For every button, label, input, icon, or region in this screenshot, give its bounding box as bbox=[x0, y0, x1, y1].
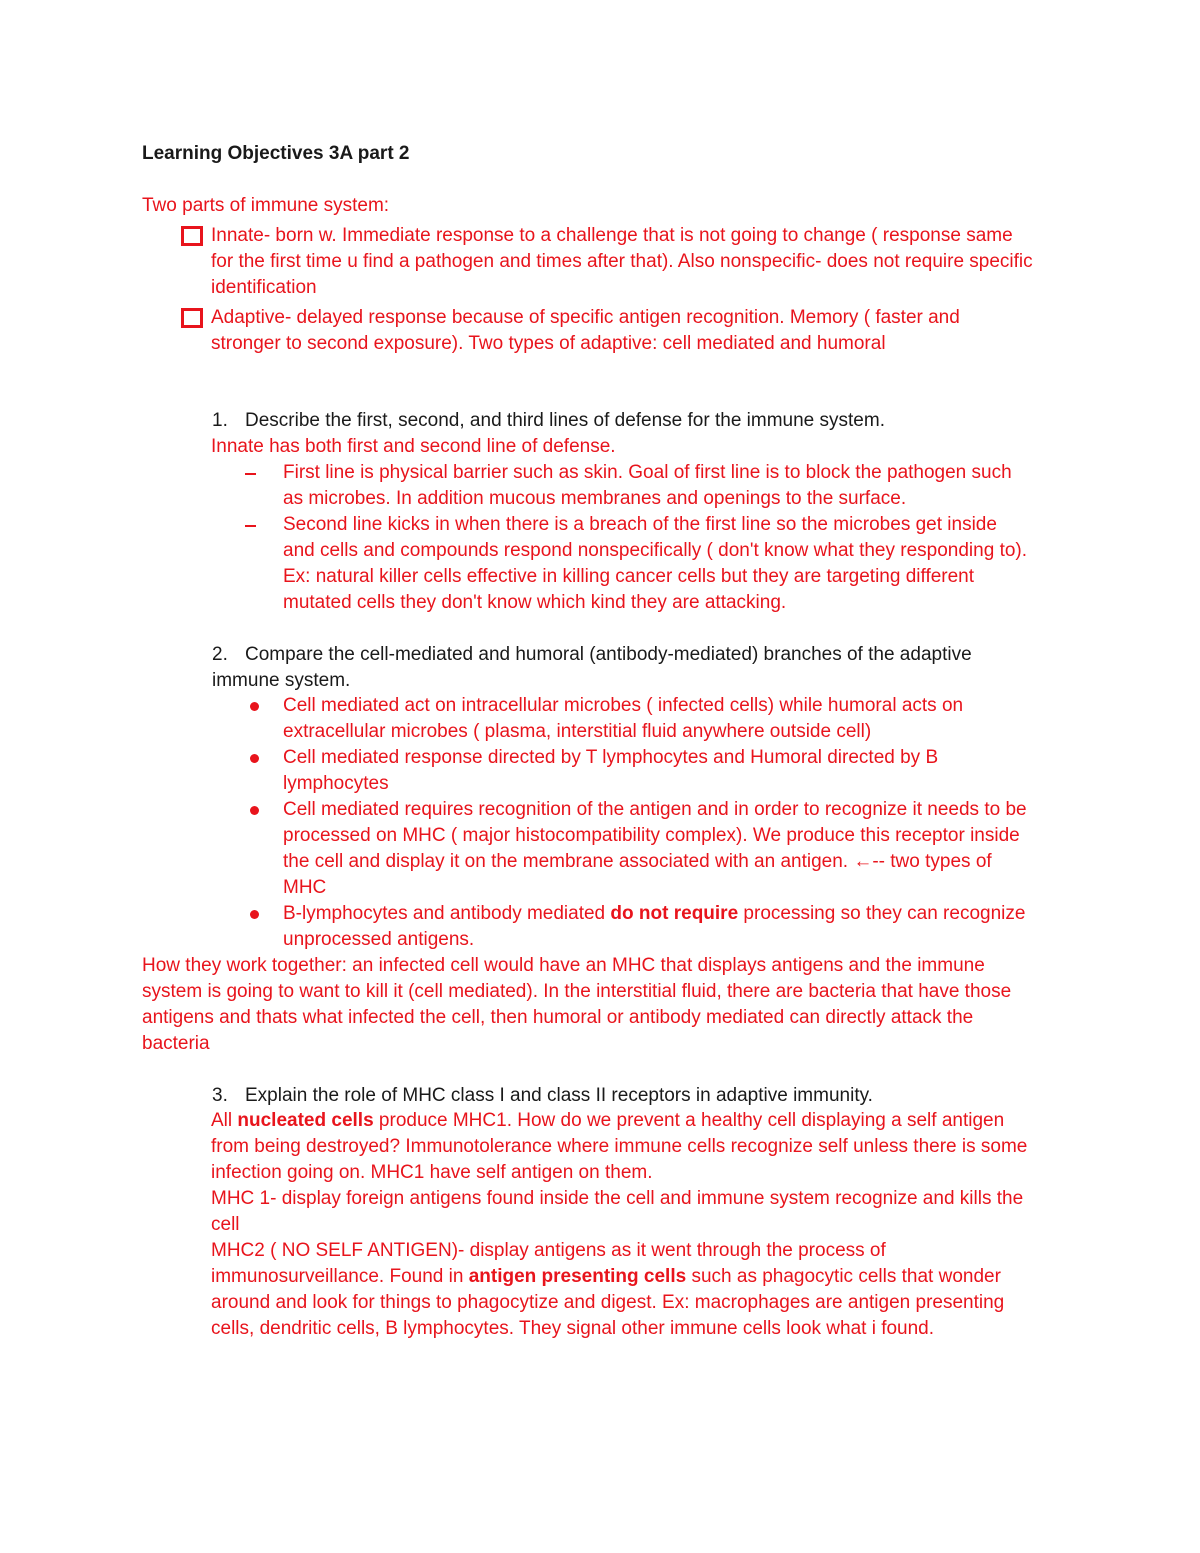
q3-answer-line: from being destroyed? Immunotolerance where immune cells recognize self unless there is some bbox=[211, 1136, 1028, 1157]
bullet-text: B-lymphocytes and antibody mediated bbox=[283, 903, 611, 924]
together-paragraph-line: How they work together: an infected cell would have an MHC that displays antigens and the immune bbox=[142, 955, 985, 976]
checklist-innate-line: Innate- born w. Immediate response to a challenge that is not going to change ( response same bbox=[211, 225, 1013, 246]
q2-bullet-line: Cell mediated requires recognition of the antigen and in order to recognize it needs to be bbox=[283, 799, 1027, 820]
q2-bullet-line: unprocessed antigens. bbox=[283, 929, 475, 950]
q1-number: 1. bbox=[212, 410, 228, 431]
checklist-innate-line: for the first time u find a pathogen and times after that). Also nonspecific- does not require specific bbox=[211, 251, 1033, 272]
together-paragraph-line: system is going to want to kill it (cell mediated). In the interstitial fluid, there are bacteria that have those bbox=[142, 981, 1012, 1002]
document-title: Learning Objectives 3A part 2 bbox=[142, 143, 410, 164]
intro-text: Two parts of immune system: bbox=[142, 195, 390, 216]
dash-bullet-icon bbox=[245, 525, 256, 527]
bullet-text: processing so they can recognize bbox=[738, 903, 1026, 924]
dash-bullet-icon bbox=[245, 473, 256, 475]
q3-answer-line: cell bbox=[211, 1214, 240, 1235]
q2-bullet-line: Cell mediated act on intracellular microbes ( infected cells) while humoral acts on bbox=[283, 695, 964, 716]
together-paragraph-line: bacteria bbox=[142, 1033, 210, 1054]
q1-dash-line: and cells and compounds respond nonspecifically ( don't know what they responding to). bbox=[283, 540, 1028, 561]
q1-answer: Innate has both first and second line of defense. bbox=[211, 436, 616, 457]
q3-number: 3. bbox=[212, 1085, 228, 1106]
q3-answer-line: MHC 1- display foreign antigens found inside the cell and immune system recognize and kills the bbox=[211, 1188, 1024, 1209]
checklist-adaptive-line: Adaptive- delayed response because of specific antigen recognition. Memory ( faster and bbox=[211, 307, 960, 328]
bullet-dot-icon bbox=[250, 910, 259, 919]
q3-answer-line: cells, dendritic cells, B lymphocytes. They signal other immune cells look what i found. bbox=[211, 1318, 935, 1339]
q2-bullet-line: the cell and display it on the membrane associated with an antigen. ←-- two types of bbox=[283, 851, 992, 872]
q1-question: Describe the first, second, and third lines of defense for the immune system. bbox=[245, 410, 885, 431]
bullet-dot-icon bbox=[250, 702, 259, 711]
q2-question-line: immune system. bbox=[212, 670, 351, 691]
q3-answer-line: infection going on. MHC1 have self antigen on them. bbox=[211, 1162, 653, 1183]
q2-bullet-line: lymphocytes bbox=[283, 773, 389, 794]
q2-question-line: Compare the cell-mediated and humoral (antibody-mediated) branches of the adaptive bbox=[245, 644, 972, 665]
q2-bullet-line: processed on MHC ( major histocompatibility complex). We produce this receptor inside bbox=[283, 825, 1020, 846]
q2-bullet-line: Cell mediated response directed by T lymphocytes and Humoral directed by B bbox=[283, 747, 939, 768]
q1-dash-line: Ex: natural killer cells effective in killing cancer cells but they are targeting different bbox=[283, 566, 975, 587]
checklist-innate-line: identification bbox=[211, 277, 317, 298]
q2-bullet-line: MHC bbox=[283, 877, 327, 898]
q3-answer-line: MHC2 ( NO SELF ANTIGEN)- display antigens as it went through the process of bbox=[211, 1240, 886, 1261]
answer-text: such as phagocytic cells that wonder bbox=[686, 1266, 1001, 1287]
checklist-adaptive-line: stronger to second exposure). Two types of adaptive: cell mediated and humoral bbox=[211, 333, 886, 354]
q2-bullet-line bbox=[283, 903, 1025, 925]
answer-text: immunosurveillance. Found in bbox=[211, 1266, 469, 1287]
q3-question: Explain the role of MHC class I and class II receptors in adaptive immunity. bbox=[245, 1085, 873, 1106]
bullet-dot-icon bbox=[250, 754, 259, 763]
q3-answer-line: around and look for things to phagocytize and digest. Ex: macrophages are antigen presenting bbox=[211, 1292, 1005, 1313]
together-paragraph-line: antigens and thats what infected the cell, then humoral or antibody mediated can directly attack the bbox=[142, 1007, 974, 1028]
q3-answer-line bbox=[211, 1266, 1001, 1288]
bold-emphasis: nucleated cells bbox=[237, 1110, 374, 1131]
q3-answer-line bbox=[211, 1110, 1004, 1132]
q1-dash-line: as microbes. In addition mucous membranes and openings to the surface. bbox=[283, 488, 907, 509]
checkbox-icon bbox=[181, 226, 203, 246]
answer-text: produce MHC1. How do we prevent a healthy cell displaying a self antigen bbox=[373, 1110, 1005, 1131]
q1-dash-line: First line is physical barrier such as skin. Goal of first line is to block the pathogen such bbox=[283, 462, 1012, 483]
bullet-dot-icon bbox=[250, 806, 259, 815]
bold-emphasis: do not require bbox=[610, 903, 739, 924]
bold-emphasis: antigen presenting cells bbox=[468, 1266, 687, 1287]
answer-text: All bbox=[211, 1110, 238, 1131]
q2-bullet-line: extracellular microbes ( plasma, interstitial fluid anywhere outside cell) bbox=[283, 721, 872, 742]
q1-dash-line: Second line kicks in when there is a breach of the first line so the microbes get inside bbox=[283, 514, 997, 535]
checkbox-icon bbox=[181, 308, 203, 328]
q1-dash-line: mutated cells they don't know which kind they are attacking. bbox=[283, 592, 787, 613]
q2-number: 2. bbox=[212, 644, 228, 665]
